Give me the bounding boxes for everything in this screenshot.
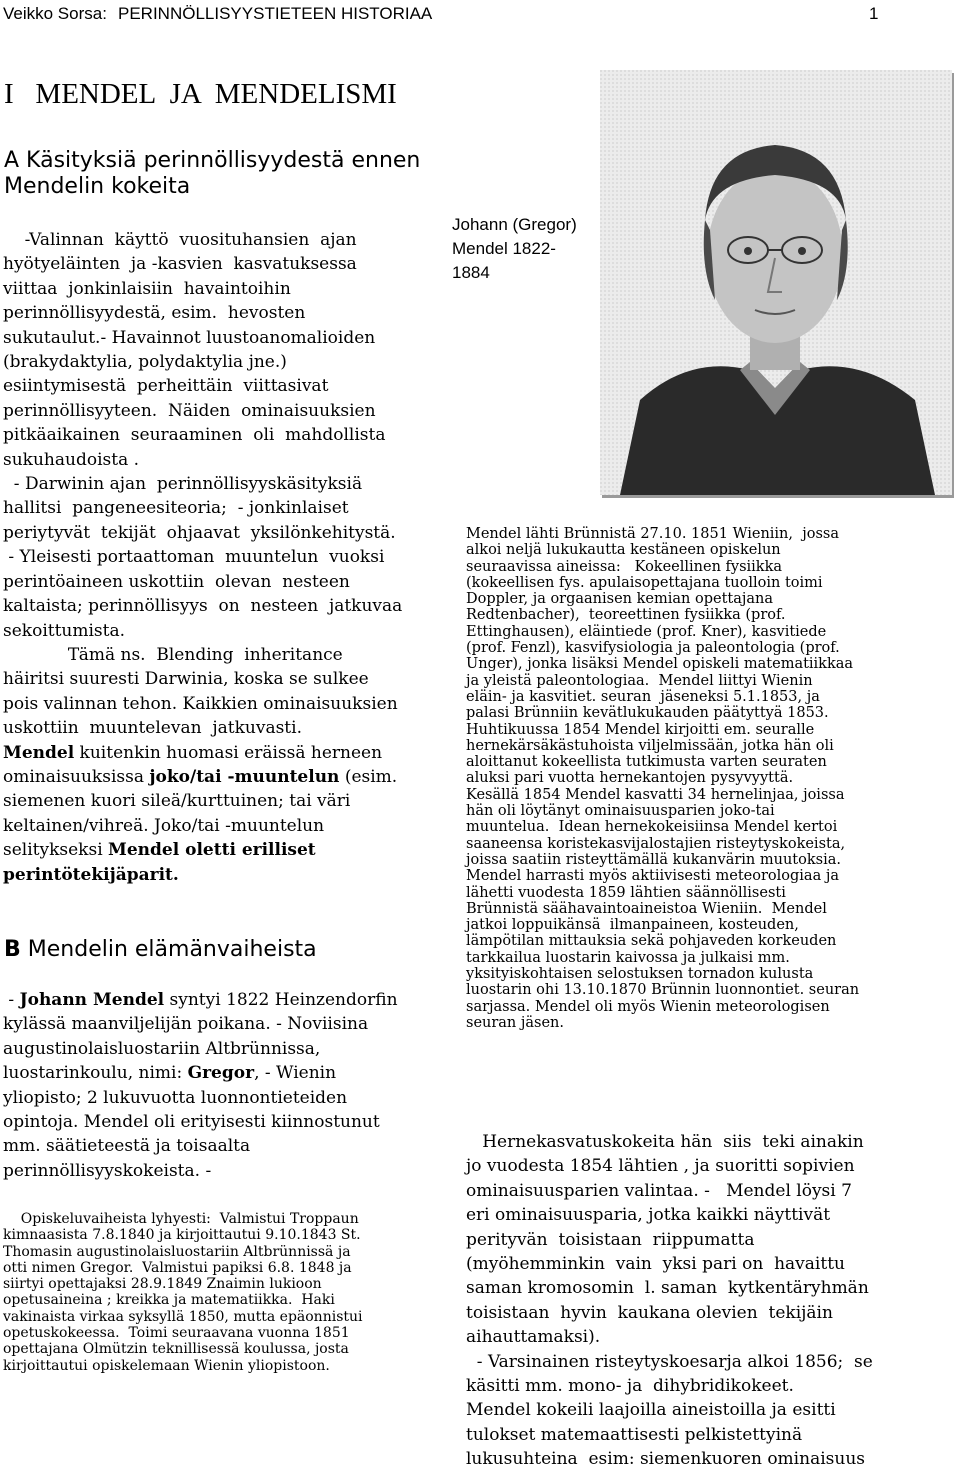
right-column-line: lukusuhteina esim: siemenkuoren ominaisuus bbox=[466, 1449, 865, 1470]
mid-column-line: aluksi pari vuotta hernekantojen pysyvyyttä. bbox=[466, 770, 794, 787]
mid-column-line: Kesällä 1854 Mendel kasvatti 34 hernelinjaa, joissa bbox=[466, 786, 845, 803]
text-span: - bbox=[3, 990, 20, 1010]
section-b-line: kylässä maanviljelijän poikana. - Noviisina bbox=[3, 1014, 369, 1035]
mid-column-line: aloittanut kokeellista tutkimusta varten seuraten bbox=[466, 754, 827, 771]
mid-column-line: hernekärsäkästuhoista viljelmissään, jotka hän oli bbox=[466, 737, 834, 754]
section-a-line: perinnöllisyyteen. Näiden ominaisuuksien bbox=[3, 400, 376, 421]
mid-column-line: joissa saatiin risteyttämällä kukanvärin muutoksia. bbox=[466, 851, 841, 868]
mendel-portrait-image bbox=[600, 70, 952, 495]
section-a-body bbox=[3, 228, 443, 887]
portrait-caption bbox=[452, 213, 577, 285]
study-summary-line: opetuskokeessa. Toimi seuraavana vuonna 1851 bbox=[3, 1325, 350, 1342]
mid-column-line: Unger), jonka lisäksi Mendel opiskeli matematiikkaa bbox=[466, 656, 854, 673]
mendel-paragraph-line bbox=[3, 765, 443, 789]
right-column-line: (myöhemminkin vain yksi pari on havaittu bbox=[466, 1254, 845, 1275]
mid-column-line: Mendel harrasti myös aktiivisesti meteorologiaa ja bbox=[466, 868, 839, 885]
study-summary-line: otti nimen Gregor. Valmistui papiksi 6.8. 1848 ja bbox=[3, 1259, 352, 1276]
mid-column-line: eläin- ja kasvitiet. seuran jäseneksi 5.1.1853, ja bbox=[466, 688, 820, 705]
mid-column-line: Huhtikuussa 1854 Mendel kirjoitti em. seuralle bbox=[466, 721, 815, 738]
study-summary-line: opettajana Olmützin teknillisessä koulussa, josta bbox=[3, 1341, 349, 1358]
study-summary-line: vakinaista virkaa syksyllä 1850, mutta epäonnistui bbox=[3, 1308, 363, 1325]
section-a-line: hallitsi pangeneesiteoria; - jonkinlaiset bbox=[3, 498, 349, 519]
caption-line: 1884 bbox=[452, 263, 490, 282]
mid-column-line: Redtenbacher), teoreettinen fysiikka (prof. bbox=[466, 607, 786, 624]
mid-column-line: yksityiskohtaisen selostuksen tornadon kulusta bbox=[466, 966, 814, 983]
section-b-body bbox=[3, 988, 443, 1183]
section-b-line: opintoja. Mendel oli erityisesti kiinnostunut bbox=[3, 1112, 380, 1133]
study-summary-line: kimnaasista 7.8.1840 ja kirjoittautui 9.10.1843 St. bbox=[3, 1227, 361, 1244]
section-a-line: viittaa jonkinlaisiin havaintoihin bbox=[3, 278, 291, 299]
right-column-line: - Varsinainen risteytyskoesarja alkoi 1856; se bbox=[466, 1351, 873, 1372]
mid-column-line: Brünnistä säähavaintoaineistoa Wieniin. Mendel bbox=[466, 900, 827, 917]
section-a-line: kaltaista; perinnöllisyys on nesteen jatkuvaa bbox=[3, 596, 403, 617]
section-b-line: perinnöllisyyskokeista. - bbox=[3, 1160, 212, 1181]
mid-column-line: lähetti vuodesta 1859 lähtien säännöllisesti bbox=[466, 884, 786, 901]
section-a-line: sekoittumista. bbox=[3, 620, 126, 641]
mid-column-line: alkoi neljä lukukautta kestäneen opiskelun bbox=[466, 542, 781, 559]
right-column-line: saman kromosomin l. saman kytkentäryhmän bbox=[466, 1278, 869, 1299]
study-summary-line: opetusaineina ; kreikka ja matematiikka. Haki bbox=[3, 1292, 335, 1309]
chapter-heading: I MENDEL JA MENDELISMI bbox=[4, 78, 397, 110]
bold-text: perintötekijäparit. bbox=[3, 864, 179, 885]
right-column-line: tulokset matemaattisesti pelkistettyinä bbox=[466, 1424, 803, 1445]
mendel-paragraph-line: siemenen kuori sileä/kurttuinen; tai väri bbox=[3, 791, 351, 812]
mid-column-line: sarjassa. Mendel oli myös Wienin meteorologisen bbox=[466, 998, 830, 1015]
text-span: selitykseksi bbox=[3, 840, 109, 861]
text-span: kuitenkin huomasi eräissä herneen bbox=[74, 742, 383, 763]
mid-column-line: seuraavissa aineissa: Kokeellinen fysiikka bbox=[466, 558, 783, 575]
section-a-line: sukuhaudoista . bbox=[3, 449, 140, 470]
section-a-line: periytyvät tekijät ohjaavat yksilönkehitystä. bbox=[3, 522, 396, 543]
bold-text: Gregor bbox=[187, 1063, 255, 1084]
section-a-line: perintöaineen uskottiin olevan nesteen bbox=[3, 571, 350, 592]
page-number: 1 bbox=[869, 4, 879, 23]
mendel-paragraph-line: keltainen/vihreä. Joko/tai -muuntelun bbox=[3, 815, 325, 836]
header-title: PERINNÖLLISYYSTIETEEN HISTORIAA bbox=[118, 4, 433, 23]
section-a-line: (brakydaktylia, polydaktylia jne.) bbox=[3, 352, 287, 373]
section-b-heading-rest: Mendelin elämänvaiheista bbox=[20, 937, 317, 962]
study-summary-line: Thomasin augustinolaisluostariin Altbrünnissä ja bbox=[3, 1243, 351, 1260]
section-b-line: mm. säätieteestä ja toisaalta bbox=[3, 1136, 251, 1157]
right-column-line: perityvän toisistaan riippumatta bbox=[466, 1229, 755, 1250]
vienna-studies-text bbox=[466, 526, 859, 1031]
mid-column-line: hän oli löytänyt ominaisuusparien joko-tai bbox=[466, 803, 775, 820]
right-column-line: jo vuodesta 1854 lähtien , ja suoritti sopivien bbox=[466, 1156, 855, 1177]
text-span: , - Wienin bbox=[254, 1063, 337, 1084]
section-a-line: Tämä ns. Blending inheritance bbox=[3, 644, 343, 665]
right-column-line: Hernekasvatuskokeita hän siis teki ainakin bbox=[466, 1132, 864, 1152]
section-a-line: pois valinnan tehon. Kaikkien ominaisuuksien bbox=[3, 693, 398, 714]
text-span: ominaisuuksissa bbox=[3, 766, 150, 787]
mid-column-line: muuntelua. Idean hernekokeisiinsa Mendel kertoi bbox=[466, 819, 838, 836]
section-a-line: - Darwinin ajan perinnöllisyyskäsityksiä bbox=[3, 474, 363, 495]
right-column-line: aihauttamaksi). bbox=[466, 1327, 601, 1348]
section-b-line: augustinolaisluostariin Altbrünnissa, bbox=[3, 1038, 321, 1059]
mid-column-line: Doppler, ja orgaanisen kemian opettajana bbox=[466, 591, 773, 608]
mid-column-line: seuran jäsen. bbox=[466, 1014, 564, 1031]
section-a-line: esiintymisestä perheittäin viittasivat bbox=[3, 376, 329, 397]
section-a-line: sukutaulut.- Havainnot luustoanomalioiden bbox=[3, 327, 376, 348]
caption-line: Johann (Gregor) bbox=[452, 215, 577, 234]
study-summary-line: Opiskeluvaiheista lyhyesti: Valmistui Troppaun bbox=[3, 1211, 359, 1227]
text-span: (esim. bbox=[339, 766, 398, 787]
bold-text: joko/tai -muuntelun bbox=[149, 766, 340, 787]
bold-text: Johann Mendel bbox=[19, 990, 165, 1010]
section-b-line bbox=[3, 1061, 443, 1085]
right-column-line: Mendel kokeili laajoilla aineistoilla ja esitti bbox=[466, 1400, 836, 1421]
right-column-line: ominaisuusparien valintaa. - Mendel löysi 7 bbox=[466, 1180, 852, 1201]
mid-column-line: palasi Brünniin kevätlukukauden päätyttyä 1853. bbox=[466, 705, 829, 722]
pea-experiments-text bbox=[466, 1130, 873, 1472]
mendel-paragraph-line bbox=[3, 863, 443, 887]
study-summary-line: kirjoittautui opiskelemaan Wienin yliopistoon. bbox=[3, 1357, 330, 1374]
mid-column-line: saaneensa koristekasvijalostajien risteytyskokeista, bbox=[466, 835, 846, 852]
section-b-line bbox=[3, 988, 443, 1012]
section-a-line: - Yleisesti portaattoman muuntelun vuoksi bbox=[3, 547, 385, 568]
section-a-heading: A Käsityksiä perinnöllisyydestä ennen Mendelin kokeita bbox=[4, 148, 421, 199]
section-a-line: hyötyeläinten ja -kasvien kasvatuksessa bbox=[3, 254, 357, 275]
section-b-line: yliopisto; 2 lukuvuotta luonnontieteiden bbox=[3, 1087, 348, 1108]
study-summary bbox=[3, 1211, 363, 1374]
section-a-line: pitkäaikainen seuraaminen oli mahdollista bbox=[3, 425, 386, 446]
section-a-lines bbox=[3, 228, 443, 741]
mid-column-line: jatkoi loppuikänsä ilmanpaineen, kosteuden, bbox=[466, 917, 799, 934]
study-summary-line: siirtyi opettajaksi 28.9.1849 Znaimin lukioon bbox=[3, 1276, 322, 1293]
mid-column-line: ja yleistä paleontologiaa. Mendel liittyi Wienin bbox=[466, 672, 813, 689]
bold-text: Mendel oletti erilliset bbox=[108, 840, 316, 861]
mid-column-line: Mendel lähti Brünnistä 27.10. 1851 Wieniin, jossa bbox=[466, 526, 839, 542]
caption-line: Mendel 1822- bbox=[452, 239, 556, 258]
text-span: luostarinkoulu, nimi: bbox=[3, 1063, 188, 1084]
mid-column-line: lämpötilan mittauksia sekä pohjaveden korkeuden bbox=[466, 933, 837, 950]
right-column-line: käsitti mm. mono- ja dihybridikokeet. bbox=[466, 1376, 794, 1397]
mendel-paragraph-line bbox=[3, 838, 443, 862]
mid-column-line: Ettinghausen), eläintiede (prof. Kner), kasvitiede bbox=[466, 623, 827, 640]
mid-column-line: (prof. Fenzl), kasvifysiologia ja paleontologia (prof. bbox=[466, 640, 840, 657]
section-a-line: perinnöllisyydestä, esim. hevosten bbox=[3, 303, 306, 324]
text-span: syntyi 1822 Heinzendorfin bbox=[164, 990, 398, 1010]
mendel-paragraph-line bbox=[3, 741, 443, 765]
section-a-line: uskottiin muuntelevan jatkuvasti. bbox=[3, 718, 302, 739]
bold-text: Mendel bbox=[3, 742, 75, 763]
section-a-line: häiritsi suuresti Darwinia, koska se sulkee bbox=[3, 669, 369, 690]
section-a-line: -Valinnan käyttö vuosituhansien ajan bbox=[3, 230, 357, 250]
right-column-line: toisistaan hyvin kaukana olevien tekijäin bbox=[466, 1302, 833, 1323]
header-author: Veikko Sorsa: bbox=[3, 4, 107, 23]
mid-column-line: tarkkailua luostarin kaivossa ja julkaisi mm. bbox=[466, 949, 790, 966]
mid-column-line: (kokeellisen fys. apulaisopettajana tuolloin toimi bbox=[466, 574, 823, 591]
mid-column-line: luostarin ohi 13.10.1870 Brünnin luonnontiet. seuran bbox=[466, 982, 860, 999]
section-b-heading: B Mendelin elämänvaiheista bbox=[4, 937, 317, 962]
portrait-illustration bbox=[600, 70, 952, 495]
right-column-line: eri ominaisuusparia, jotka kaikki näyttivät bbox=[466, 1205, 831, 1226]
